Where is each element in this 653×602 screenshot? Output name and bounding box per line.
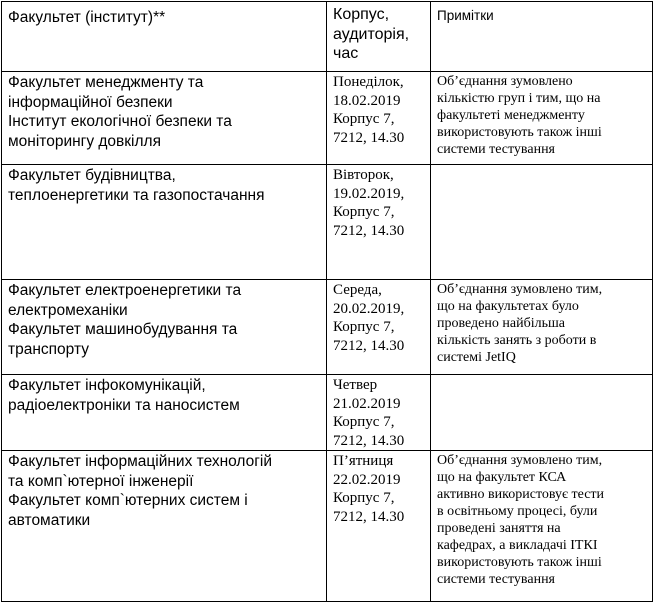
faculty-line: радіоелектроніки та наносистем: [8, 396, 240, 414]
notes-cell: [431, 72, 653, 165]
notes-line: системи тестування: [437, 572, 555, 587]
header-row: [2, 2, 653, 72]
schedule-line: 20.02.2019,: [333, 300, 405, 317]
schedule-cell: [327, 451, 431, 602]
header-location-cell: [327, 2, 431, 72]
notes-line: кількістю груп і тим, що на: [437, 91, 601, 106]
faculty-line: Факультет електроенергетики та: [8, 282, 242, 299]
schedule-line: Вівторок,: [333, 167, 394, 183]
schedule-line: 7212, 14.30: [333, 432, 405, 449]
faculty-line: Факультет машинобудування та: [8, 321, 238, 338]
schedule-line: Корпус 7,: [333, 204, 395, 220]
notes-line: Об’єднання зумовлено: [437, 74, 573, 89]
faculty-line: інформаційної безпеки: [8, 93, 173, 111]
schedule-line: 7212, 14.30: [333, 129, 405, 146]
faculty-line: транспорту: [8, 340, 89, 358]
header-faculty: Факультет (інститут)**: [8, 9, 166, 26]
header-notes-cell: [431, 2, 653, 72]
notes-line: використовують також інші: [437, 125, 602, 140]
schedule-line: 7212, 14.30: [333, 337, 405, 354]
faculty-line: теплоенергетики та газопостачання: [8, 186, 265, 204]
schedule-line: 7212, 14.30: [333, 508, 405, 525]
notes-line: в освітньому процесі, були: [437, 504, 598, 519]
table-row: [2, 165, 653, 280]
notes-line: кількість занять з роботи в: [437, 333, 597, 348]
table-row: [2, 280, 653, 375]
schedule-line: П’ятниця: [333, 453, 394, 469]
notes-line: що на факультетах було: [437, 299, 579, 314]
header-notes: Примітки: [437, 8, 494, 23]
notes-line: кафедрах, а викладачі ІТКІ: [437, 538, 598, 553]
notes-cell: [431, 165, 653, 280]
schedule-line: Середа,: [333, 282, 382, 298]
schedule-line: Корпус 7,: [333, 414, 395, 430]
table-row: [2, 375, 653, 451]
schedule-line: Четвер: [333, 377, 378, 393]
notes-cell: [431, 375, 653, 451]
schedule-line: 7212, 14.30: [333, 222, 405, 239]
notes-line: активно використовує тести: [437, 487, 605, 502]
header-location-line: Корпус,: [333, 6, 390, 23]
faculty-cell: [2, 72, 327, 165]
notes-line: Об’єднання зумовлено тим,: [437, 453, 603, 468]
schedule-cell: [327, 375, 431, 451]
header-location-line: аудиторія,: [333, 25, 410, 43]
header-faculty-cell: [2, 2, 327, 72]
notes-line: проведені заняття на: [437, 521, 561, 536]
notes-cell: [431, 280, 653, 375]
faculty-line: Факультет інформаційних технологій: [8, 453, 273, 470]
schedule-cell: [327, 165, 431, 280]
faculty-cell: [2, 165, 327, 280]
table-row: [2, 451, 653, 602]
faculty-cell: [2, 280, 327, 375]
faculty-line: моніторингу довкілля: [8, 132, 161, 150]
table-row: [2, 72, 653, 165]
notes-line: проведено найбільша: [437, 316, 565, 331]
schedule-cell: [327, 72, 431, 165]
schedule-line: 22.02.2019: [333, 471, 401, 488]
notes-line: системи тестування: [437, 142, 555, 157]
schedule-line: Корпус 7,: [333, 490, 395, 506]
notes-line: використовують також інші: [437, 555, 602, 570]
schedule-cell: [327, 280, 431, 375]
notes-line: системі JetIQ: [437, 350, 516, 365]
faculty-line: Факультет комп`ютерних систем і: [8, 492, 248, 509]
faculty-line: Інститут екологічної безпеки та: [8, 113, 232, 130]
faculty-line: Факультет менеджменту та: [8, 74, 204, 91]
faculty-line: та комп`ютерної інженерії: [8, 472, 194, 490]
header-location-line: час: [333, 45, 359, 62]
notes-line: факультеті менеджменту: [437, 108, 585, 123]
faculty-line: автоматики: [8, 511, 91, 529]
schedule-line: 19.02.2019,: [333, 185, 405, 202]
faculty-line: електромеханіки: [8, 301, 128, 319]
faculty-line: Факультет будівництва,: [8, 167, 176, 184]
notes-line: що на факультет КСА: [437, 470, 567, 485]
faculty-line: Факультет інфокомунікацій,: [8, 377, 206, 394]
faculty-cell: [2, 375, 327, 451]
schedule-table: [1, 1, 653, 602]
schedule-line: 21.02.2019: [333, 395, 401, 412]
schedule-line: 18.02.2019: [333, 92, 401, 109]
notes-cell: [431, 451, 653, 602]
schedule-line: Корпус 7,: [333, 111, 395, 127]
schedule-line: Понеділок,: [333, 74, 404, 90]
notes-line: Об’єднання зумовлено тим,: [437, 282, 603, 297]
faculty-cell: [2, 451, 327, 602]
schedule-line: Корпус 7,: [333, 319, 395, 335]
